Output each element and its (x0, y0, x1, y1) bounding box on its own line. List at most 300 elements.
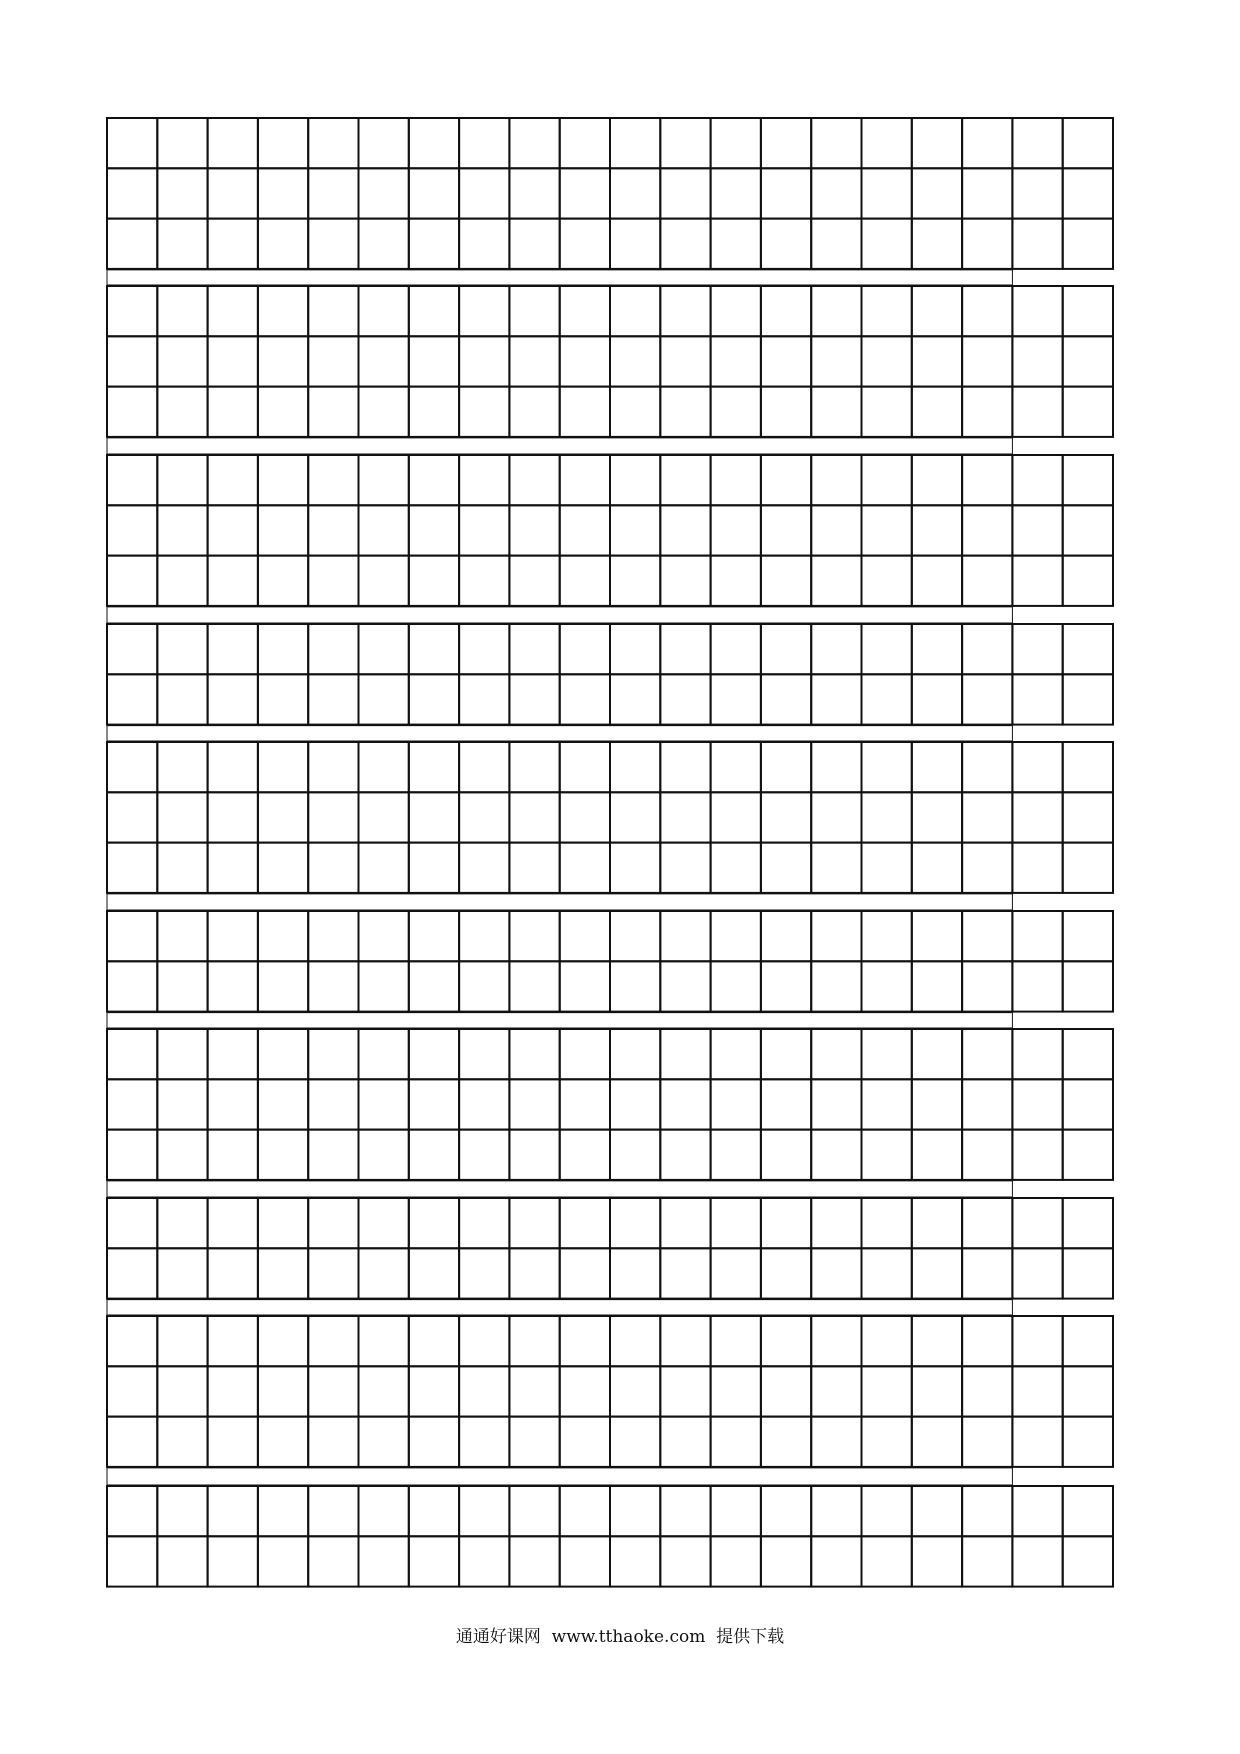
grid-cell[interactable] (711, 168, 761, 218)
grid-cell[interactable] (459, 1079, 509, 1129)
grid-cell[interactable] (1063, 1130, 1113, 1180)
grid-cell[interactable] (359, 1536, 409, 1586)
grid-cell[interactable] (157, 1417, 207, 1467)
grid-cell[interactable] (711, 556, 761, 606)
grid-cell[interactable] (660, 168, 710, 218)
grid-cell[interactable] (1012, 624, 1062, 674)
grid-cell[interactable] (811, 1417, 861, 1467)
grid-cell[interactable] (107, 1536, 157, 1586)
grid-cell[interactable] (1063, 1486, 1113, 1536)
grid-cell[interactable] (862, 1248, 912, 1298)
grid-cell[interactable] (258, 118, 308, 168)
grid-cell[interactable] (208, 1366, 258, 1416)
grid-cell[interactable] (912, 556, 962, 606)
grid-cell[interactable] (107, 1486, 157, 1536)
grid-cell[interactable] (107, 911, 157, 961)
grid-cell[interactable] (409, 505, 459, 555)
grid-cell[interactable] (459, 219, 509, 269)
grid-cell[interactable] (912, 455, 962, 505)
grid-cell[interactable] (862, 1316, 912, 1366)
grid-cell[interactable] (208, 455, 258, 505)
grid-cell[interactable] (409, 1248, 459, 1298)
grid-cell[interactable] (258, 843, 308, 893)
grid-cell[interactable] (359, 674, 409, 724)
grid-cell[interactable] (308, 1130, 358, 1180)
grid-cell[interactable] (258, 387, 308, 437)
grid-cell[interactable] (560, 387, 610, 437)
grid-cell[interactable] (359, 336, 409, 386)
grid-cell[interactable] (912, 624, 962, 674)
grid-cell[interactable] (509, 1417, 559, 1467)
grid-cell[interactable] (560, 336, 610, 386)
grid-cell[interactable] (560, 624, 610, 674)
grid-cell[interactable] (1012, 387, 1062, 437)
grid-cell[interactable] (1063, 505, 1113, 555)
grid-cell[interactable] (862, 336, 912, 386)
grid-cell[interactable] (157, 624, 207, 674)
grid-cell[interactable] (560, 674, 610, 724)
grid-cell[interactable] (912, 118, 962, 168)
grid-cell[interactable] (157, 792, 207, 842)
grid-cell[interactable] (811, 219, 861, 269)
grid-cell[interactable] (912, 911, 962, 961)
grid-cell[interactable] (258, 1417, 308, 1467)
grid-cell[interactable] (1012, 556, 1062, 606)
grid-cell[interactable] (308, 387, 358, 437)
grid-cell[interactable] (761, 843, 811, 893)
grid-cell[interactable] (912, 1130, 962, 1180)
grid-cell[interactable] (157, 505, 207, 555)
grid-cell[interactable] (660, 219, 710, 269)
grid-cell[interactable] (258, 792, 308, 842)
grid-cell[interactable] (761, 911, 811, 961)
grid-cell[interactable] (610, 556, 660, 606)
grid-cell[interactable] (509, 674, 559, 724)
grid-cell[interactable] (1012, 1198, 1062, 1248)
grid-cell[interactable] (258, 911, 308, 961)
grid-cell[interactable] (258, 336, 308, 386)
grid-cell[interactable] (560, 556, 610, 606)
grid-cell[interactable] (208, 674, 258, 724)
grid-cell[interactable] (912, 1198, 962, 1248)
grid-cell[interactable] (811, 455, 861, 505)
grid-cell[interactable] (157, 1248, 207, 1298)
grid-cell[interactable] (409, 286, 459, 336)
grid-cell[interactable] (560, 1486, 610, 1536)
grid-cell[interactable] (761, 505, 811, 555)
grid-cell[interactable] (962, 286, 1012, 336)
grid-cell[interactable] (157, 1029, 207, 1079)
grid-cell[interactable] (1012, 118, 1062, 168)
grid-cell[interactable] (157, 219, 207, 269)
grid-cell[interactable] (258, 961, 308, 1011)
grid-cell[interactable] (1012, 961, 1062, 1011)
grid-cell[interactable] (157, 1079, 207, 1129)
grid-cell[interactable] (711, 1079, 761, 1129)
grid-cell[interactable] (459, 336, 509, 386)
grid-cell[interactable] (962, 168, 1012, 218)
grid-cell[interactable] (258, 1029, 308, 1079)
grid-cell[interactable] (157, 1316, 207, 1366)
grid-cell[interactable] (359, 1079, 409, 1129)
grid-cell[interactable] (761, 1486, 811, 1536)
grid-cell[interactable] (409, 556, 459, 606)
grid-cell[interactable] (509, 387, 559, 437)
grid-cell[interactable] (711, 505, 761, 555)
grid-cell[interactable] (107, 843, 157, 893)
grid-cell[interactable] (560, 1079, 610, 1129)
grid-cell[interactable] (1063, 1248, 1113, 1298)
grid-cell[interactable] (359, 1029, 409, 1079)
grid-cell[interactable] (1063, 118, 1113, 168)
grid-cell[interactable] (258, 1366, 308, 1416)
grid-cell[interactable] (811, 1130, 861, 1180)
grid-cell[interactable] (862, 742, 912, 792)
grid-cell[interactable] (409, 843, 459, 893)
grid-cell[interactable] (359, 118, 409, 168)
grid-cell[interactable] (610, 911, 660, 961)
grid-cell[interactable] (509, 1248, 559, 1298)
grid-cell[interactable] (208, 1316, 258, 1366)
grid-cell[interactable] (409, 219, 459, 269)
grid-cell[interactable] (660, 742, 710, 792)
grid-cell[interactable] (459, 792, 509, 842)
grid-cell[interactable] (862, 843, 912, 893)
grid-cell[interactable] (811, 1029, 861, 1079)
grid-cell[interactable] (1063, 286, 1113, 336)
grid-cell[interactable] (711, 336, 761, 386)
grid-cell[interactable] (509, 624, 559, 674)
grid-cell[interactable] (761, 1198, 811, 1248)
grid-cell[interactable] (912, 1536, 962, 1586)
grid-cell[interactable] (862, 624, 912, 674)
grid-cell[interactable] (359, 624, 409, 674)
grid-cell[interactable] (811, 624, 861, 674)
grid-cell[interactable] (660, 505, 710, 555)
grid-cell[interactable] (157, 1130, 207, 1180)
grid-cell[interactable] (308, 336, 358, 386)
grid-cell[interactable] (560, 455, 610, 505)
grid-cell[interactable] (107, 336, 157, 386)
grid-cell[interactable] (308, 674, 358, 724)
grid-cell[interactable] (258, 1079, 308, 1129)
grid-cell[interactable] (409, 1029, 459, 1079)
grid-cell[interactable] (660, 1486, 710, 1536)
grid-cell[interactable] (862, 961, 912, 1011)
grid-cell[interactable] (1063, 219, 1113, 269)
grid-cell[interactable] (409, 1417, 459, 1467)
grid-cell[interactable] (157, 742, 207, 792)
grid-cell[interactable] (610, 387, 660, 437)
grid-cell[interactable] (560, 505, 610, 555)
grid-cell[interactable] (962, 961, 1012, 1011)
grid-cell[interactable] (459, 118, 509, 168)
grid-cell[interactable] (1063, 1417, 1113, 1467)
grid-cell[interactable] (962, 1536, 1012, 1586)
grid-cell[interactable] (610, 1130, 660, 1180)
grid-cell[interactable] (711, 1029, 761, 1079)
grid-cell[interactable] (912, 843, 962, 893)
grid-cell[interactable] (1063, 674, 1113, 724)
grid-cell[interactable] (660, 624, 710, 674)
grid-cell[interactable] (509, 961, 559, 1011)
grid-cell[interactable] (610, 336, 660, 386)
grid-cell[interactable] (962, 118, 1012, 168)
grid-cell[interactable] (409, 911, 459, 961)
grid-cell[interactable] (711, 1366, 761, 1416)
grid-cell[interactable] (711, 219, 761, 269)
grid-cell[interactable] (912, 792, 962, 842)
grid-cell[interactable] (409, 1486, 459, 1536)
grid-cell[interactable] (962, 1486, 1012, 1536)
grid-cell[interactable] (459, 455, 509, 505)
grid-cell[interactable] (962, 455, 1012, 505)
grid-cell[interactable] (258, 556, 308, 606)
grid-cell[interactable] (862, 219, 912, 269)
grid-cell[interactable] (1012, 1316, 1062, 1366)
grid-cell[interactable] (560, 168, 610, 218)
grid-cell[interactable] (208, 118, 258, 168)
grid-cell[interactable] (1012, 1248, 1062, 1298)
grid-cell[interactable] (660, 455, 710, 505)
grid-cell[interactable] (962, 911, 1012, 961)
grid-cell[interactable] (157, 455, 207, 505)
grid-cell[interactable] (1063, 168, 1113, 218)
grid-cell[interactable] (761, 1079, 811, 1129)
grid-cell[interactable] (107, 219, 157, 269)
grid-cell[interactable] (660, 1079, 710, 1129)
grid-cell[interactable] (409, 742, 459, 792)
grid-cell[interactable] (258, 742, 308, 792)
grid-cell[interactable] (208, 792, 258, 842)
grid-cell[interactable] (862, 1079, 912, 1129)
grid-cell[interactable] (811, 1536, 861, 1586)
grid-cell[interactable] (208, 219, 258, 269)
grid-cell[interactable] (761, 742, 811, 792)
grid-cell[interactable] (811, 118, 861, 168)
grid-cell[interactable] (157, 118, 207, 168)
grid-cell[interactable] (1012, 843, 1062, 893)
grid-cell[interactable] (711, 792, 761, 842)
grid-cell[interactable] (359, 1366, 409, 1416)
grid-cell[interactable] (107, 455, 157, 505)
grid-cell[interactable] (560, 118, 610, 168)
grid-cell[interactable] (1063, 1079, 1113, 1129)
grid-cell[interactable] (811, 792, 861, 842)
grid-cell[interactable] (610, 961, 660, 1011)
grid-cell[interactable] (308, 1536, 358, 1586)
grid-cell[interactable] (1012, 674, 1062, 724)
grid-cell[interactable] (107, 1248, 157, 1298)
grid-cell[interactable] (912, 336, 962, 386)
grid-cell[interactable] (1063, 792, 1113, 842)
grid-cell[interactable] (560, 286, 610, 336)
grid-cell[interactable] (459, 1316, 509, 1366)
grid-cell[interactable] (459, 624, 509, 674)
grid-cell[interactable] (359, 911, 409, 961)
grid-cell[interactable] (1063, 1198, 1113, 1248)
grid-cell[interactable] (560, 742, 610, 792)
grid-cell[interactable] (509, 1316, 559, 1366)
grid-cell[interactable] (359, 1486, 409, 1536)
grid-cell[interactable] (862, 1486, 912, 1536)
grid-cell[interactable] (912, 1248, 962, 1298)
grid-cell[interactable] (157, 1198, 207, 1248)
grid-cell[interactable] (610, 1486, 660, 1536)
grid-cell[interactable] (208, 961, 258, 1011)
grid-cell[interactable] (711, 286, 761, 336)
grid-cell[interactable] (811, 1316, 861, 1366)
grid-cell[interactable] (107, 674, 157, 724)
grid-cell[interactable] (157, 1486, 207, 1536)
grid-cell[interactable] (107, 556, 157, 606)
grid-cell[interactable] (208, 843, 258, 893)
grid-cell[interactable] (107, 168, 157, 218)
grid-cell[interactable] (409, 336, 459, 386)
grid-cell[interactable] (761, 118, 811, 168)
grid-cell[interactable] (862, 674, 912, 724)
grid-cell[interactable] (157, 911, 207, 961)
grid-cell[interactable] (761, 1248, 811, 1298)
grid-cell[interactable] (359, 1198, 409, 1248)
grid-cell[interactable] (711, 742, 761, 792)
grid-cell[interactable] (761, 219, 811, 269)
grid-cell[interactable] (862, 118, 912, 168)
grid-cell[interactable] (560, 1316, 610, 1366)
grid-cell[interactable] (1012, 336, 1062, 386)
grid-cell[interactable] (962, 1417, 1012, 1467)
grid-cell[interactable] (208, 1417, 258, 1467)
grid-cell[interactable] (1012, 219, 1062, 269)
grid-cell[interactable] (761, 792, 811, 842)
grid-cell[interactable] (811, 1248, 861, 1298)
grid-cell[interactable] (962, 1198, 1012, 1248)
grid-cell[interactable] (107, 1316, 157, 1366)
grid-cell[interactable] (711, 674, 761, 724)
grid-cell[interactable] (610, 1366, 660, 1416)
grid-cell[interactable] (359, 1248, 409, 1298)
grid-cell[interactable] (208, 556, 258, 606)
grid-cell[interactable] (711, 1198, 761, 1248)
grid-cell[interactable] (761, 455, 811, 505)
grid-cell[interactable] (208, 286, 258, 336)
grid-cell[interactable] (660, 1316, 710, 1366)
grid-cell[interactable] (359, 792, 409, 842)
grid-cell[interactable] (962, 674, 1012, 724)
grid-cell[interactable] (107, 387, 157, 437)
grid-cell[interactable] (811, 1486, 861, 1536)
grid-cell[interactable] (912, 1029, 962, 1079)
grid-cell[interactable] (509, 1536, 559, 1586)
grid-cell[interactable] (359, 455, 409, 505)
grid-cell[interactable] (359, 505, 409, 555)
grid-cell[interactable] (560, 1198, 610, 1248)
grid-cell[interactable] (208, 1486, 258, 1536)
grid-cell[interactable] (459, 674, 509, 724)
grid-cell[interactable] (761, 336, 811, 386)
grid-cell[interactable] (610, 1248, 660, 1298)
grid-cell[interactable] (459, 286, 509, 336)
grid-cell[interactable] (509, 1486, 559, 1536)
grid-cell[interactable] (208, 742, 258, 792)
grid-cell[interactable] (962, 505, 1012, 555)
grid-cell[interactable] (761, 1029, 811, 1079)
grid-cell[interactable] (1063, 1029, 1113, 1079)
grid-cell[interactable] (862, 792, 912, 842)
grid-cell[interactable] (107, 1079, 157, 1129)
grid-cell[interactable] (359, 1417, 409, 1467)
grid-cell[interactable] (711, 1248, 761, 1298)
grid-cell[interactable] (711, 118, 761, 168)
grid-cell[interactable] (1012, 1079, 1062, 1129)
grid-cell[interactable] (912, 505, 962, 555)
grid-cell[interactable] (107, 1417, 157, 1467)
grid-cell[interactable] (660, 792, 710, 842)
grid-cell[interactable] (258, 168, 308, 218)
grid-cell[interactable] (560, 792, 610, 842)
grid-cell[interactable] (509, 286, 559, 336)
grid-cell[interactable] (962, 556, 1012, 606)
grid-cell[interactable] (459, 168, 509, 218)
grid-cell[interactable] (459, 1248, 509, 1298)
grid-cell[interactable] (811, 556, 861, 606)
grid-cell[interactable] (157, 387, 207, 437)
grid-cell[interactable] (610, 843, 660, 893)
grid-cell[interactable] (107, 742, 157, 792)
grid-cell[interactable] (610, 1316, 660, 1366)
grid-cell[interactable] (509, 1130, 559, 1180)
grid-cell[interactable] (610, 286, 660, 336)
grid-cell[interactable] (711, 387, 761, 437)
grid-cell[interactable] (107, 286, 157, 336)
grid-cell[interactable] (761, 1417, 811, 1467)
grid-cell[interactable] (157, 336, 207, 386)
grid-cell[interactable] (459, 1029, 509, 1079)
grid-cell[interactable] (107, 1029, 157, 1079)
grid-cell[interactable] (862, 286, 912, 336)
grid-cell[interactable] (308, 1029, 358, 1079)
grid-cell[interactable] (409, 1130, 459, 1180)
grid-cell[interactable] (509, 1029, 559, 1079)
grid-cell[interactable] (1063, 624, 1113, 674)
grid-cell[interactable] (761, 556, 811, 606)
grid-cell[interactable] (308, 1079, 358, 1129)
grid-cell[interactable] (258, 286, 308, 336)
grid-cell[interactable] (509, 556, 559, 606)
grid-cell[interactable] (359, 387, 409, 437)
grid-cell[interactable] (409, 1536, 459, 1586)
grid-cell[interactable] (962, 1130, 1012, 1180)
grid-cell[interactable] (409, 1198, 459, 1248)
grid-cell[interactable] (962, 742, 1012, 792)
grid-cell[interactable] (208, 1536, 258, 1586)
grid-cell[interactable] (258, 624, 308, 674)
grid-cell[interactable] (610, 1029, 660, 1079)
grid-cell[interactable] (711, 1417, 761, 1467)
grid-cell[interactable] (1063, 911, 1113, 961)
grid-cell[interactable] (660, 1536, 710, 1586)
grid-cell[interactable] (660, 911, 710, 961)
grid-cell[interactable] (711, 961, 761, 1011)
grid-cell[interactable] (409, 455, 459, 505)
grid-cell[interactable] (308, 1486, 358, 1536)
grid-cell[interactable] (862, 1130, 912, 1180)
grid-cell[interactable] (811, 1079, 861, 1129)
grid-cell[interactable] (509, 455, 559, 505)
grid-cell[interactable] (308, 219, 358, 269)
grid-cell[interactable] (359, 219, 409, 269)
grid-cell[interactable] (258, 1316, 308, 1366)
